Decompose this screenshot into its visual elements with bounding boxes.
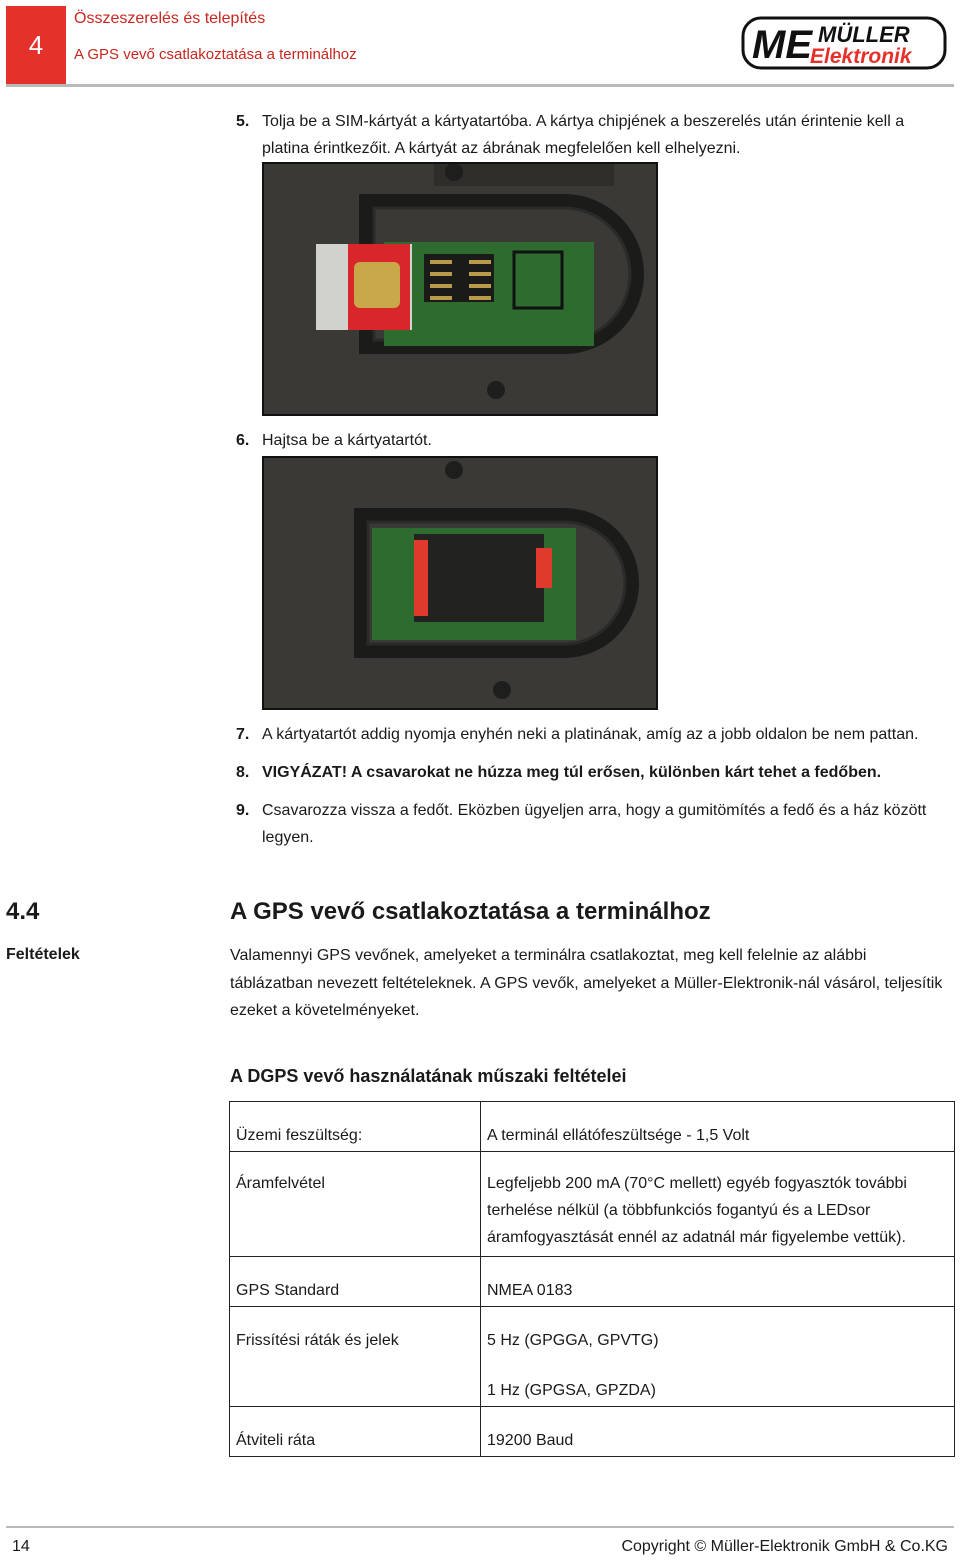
logo-mark: ME: [752, 23, 812, 67]
step-text: Csavarozza vissza a fedőt. Eközben ügyeljen arra, hogy a gumitömítés a fedő és a ház között legyen.: [262, 802, 927, 846]
step-number: 9.: [236, 802, 250, 819]
step-text: Hajtsa be a kártyatartót.: [262, 432, 432, 449]
section-title: A GPS vevő csatlakoztatása a terminálhoz: [230, 898, 711, 925]
section-number: 4.4: [6, 898, 40, 925]
step-number: 7.: [236, 726, 250, 743]
step-text: Tolja be a SIM-kártyát a kártyatartóba. A kártya chipjének a beszerelés után érintenie kell a platina érintkezőit. A kártyát az ábrának megfelelően kell elhelyezni.: [262, 113, 905, 157]
refresh-rate-line-1: 5 Hz (GPGGA, GPVTG): [487, 1332, 659, 1349]
table-row: [230, 1102, 955, 1152]
table-row: [230, 1307, 955, 1407]
table-cell-value: NMEA 0183: [481, 1257, 955, 1307]
table-row: [230, 1257, 955, 1307]
running-section-title: A GPS vevő csatlakoztatása a terminálhoz: [74, 46, 357, 63]
spec-table: [229, 1101, 955, 1457]
card-holder-closed-photo: [262, 456, 658, 710]
chapter-number: 4: [28, 29, 44, 60]
chapter-title: Összeszerelés és telepítés: [74, 10, 266, 27]
page-number: 14: [12, 1538, 30, 1555]
table-title: A DGPS vevő használatának műszaki feltételei: [230, 1066, 627, 1086]
step-number: 5.: [236, 113, 250, 130]
sim-card-insert-photo: [262, 162, 658, 416]
copyright-notice: Copyright © Müller-Elektronik GmbH & Co.KG: [621, 1538, 948, 1555]
step-number: 6.: [236, 432, 250, 449]
logo-text: MÜLLER: [818, 22, 910, 47]
header-rule: [6, 84, 954, 87]
step-text: A kártyatartót addig nyomja enyhén neki a platinának, amíg az a jobb oldalon be nem pattan.: [262, 726, 919, 743]
footer-rule: [6, 1526, 954, 1528]
table-cell-value: [481, 1307, 955, 1407]
chapter-number-box: [6, 6, 66, 84]
warning-text: VIGYÁZAT! A csavarokat ne húzza meg túl erősen, különben kárt tehet a fedőben.: [262, 764, 882, 781]
table-cell-key: Frissítési ráták és jelek: [230, 1307, 481, 1407]
table-cell-key: Átviteli ráta: [230, 1407, 481, 1457]
logo-text-2: Elektronik: [810, 45, 912, 68]
table-cell-value: A terminál ellátófeszültsége - 1,5 Volt: [481, 1102, 955, 1152]
table-cell-key: GPS Standard: [230, 1257, 481, 1307]
table-row: [230, 1407, 955, 1457]
table-cell-value: Legfeljebb 200 mA (70°C mellett) egyéb fogyasztók további terhelése nélkül (a többfunkciós fogantyú és a LEDsor áramfogyasztását ennél az adatnál már figyelembe vettük).: [481, 1152, 955, 1257]
step-number: 8.: [236, 764, 250, 781]
table-row: [230, 1152, 955, 1257]
table-cell-key: Üzemi feszültség:: [230, 1102, 481, 1152]
table-cell-key: Áramfelvétel: [230, 1152, 481, 1257]
muller-elektronik-logo: [740, 14, 948, 72]
refresh-rate-line-2: 1 Hz (GPGSA, GPZDA): [487, 1382, 656, 1399]
section-body-text: Valamennyi GPS vevőnek, amelyeket a terminálra csatlakoztat, meg kell felelnie az alábbi táblázatban nevezett feltételeknek. A GPS vevők, amelyeket a Müller-Elektronik-nál vásárol, teljesítik ezeket a követelményeket.: [230, 947, 943, 1019]
table-cell-value: 19200 Baud: [481, 1407, 955, 1457]
side-label-conditions: Feltételek: [6, 946, 80, 963]
